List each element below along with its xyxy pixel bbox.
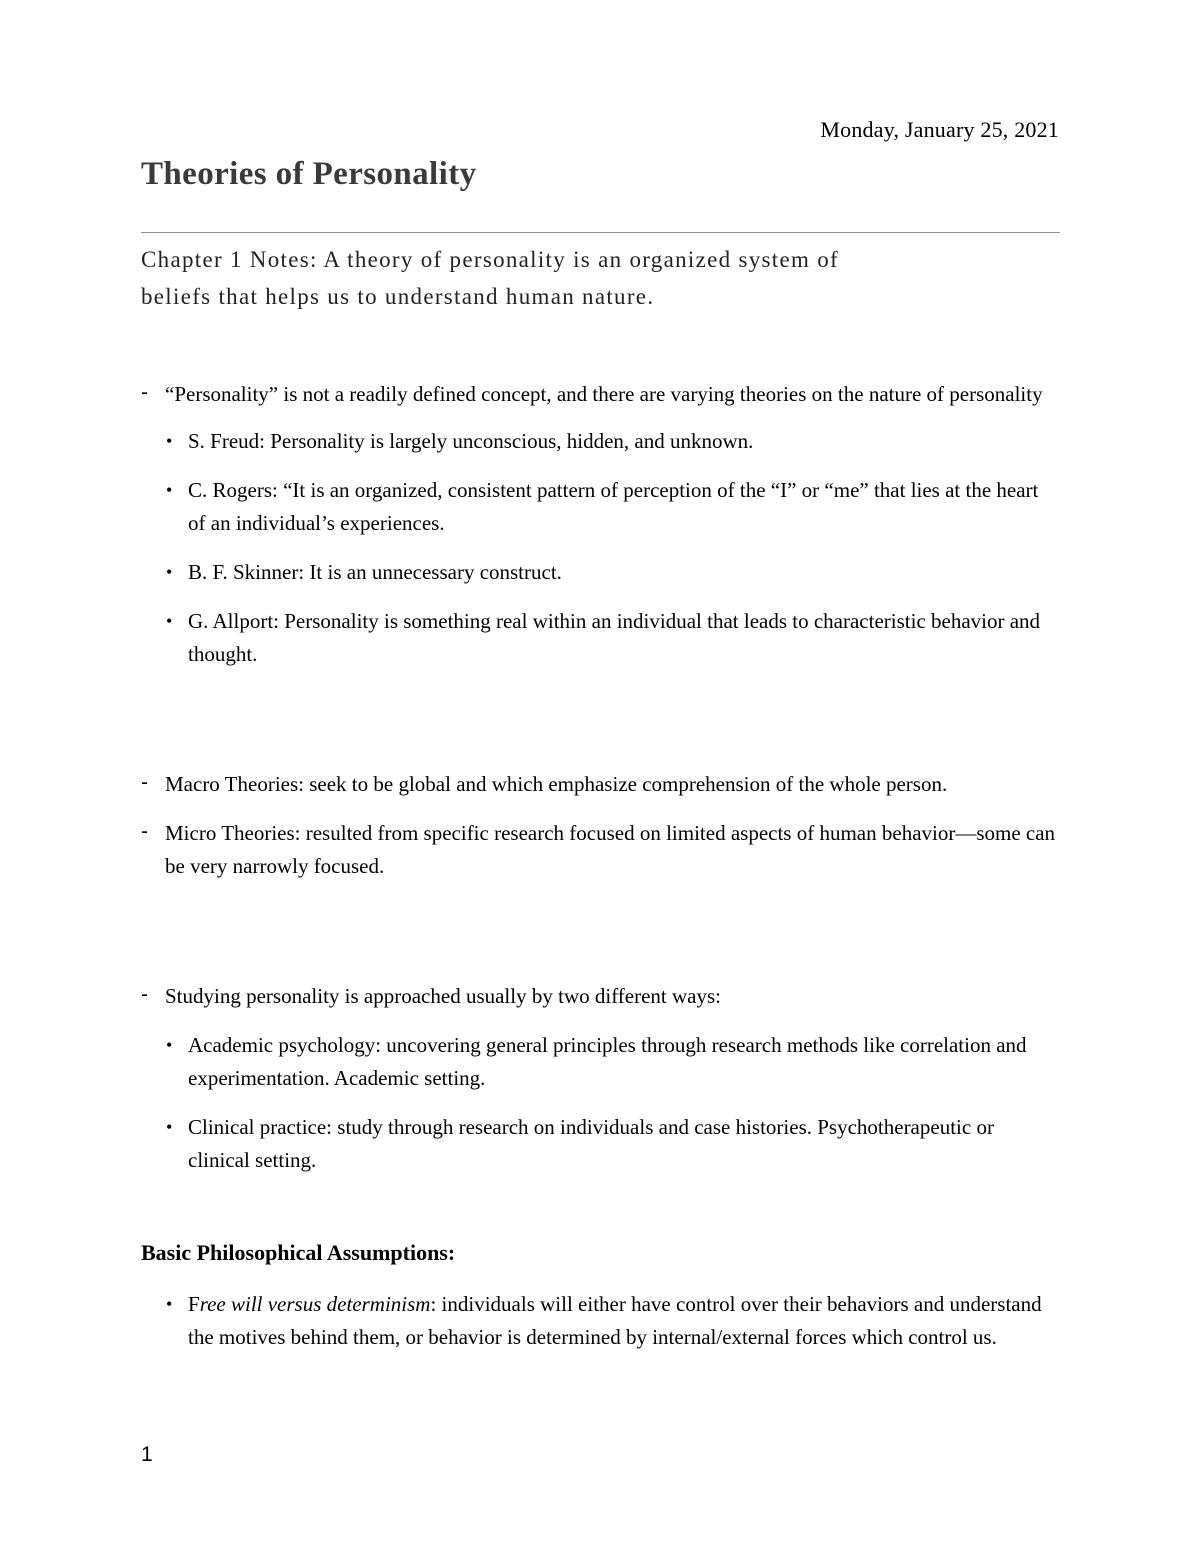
chapter-intro-line-2: beliefs that helps us to understand human nature. bbox=[141, 284, 655, 309]
dash-marker-icon: - bbox=[141, 771, 148, 794]
dash-marker-icon: - bbox=[141, 381, 148, 404]
list-item bbox=[141, 1288, 1060, 1354]
assumptions-section bbox=[141, 1288, 1060, 1354]
list-item-text: Micro Theories: resulted from specific research focused on limited aspects of human behavior—some can be very narrowly focused. bbox=[165, 821, 1056, 878]
list-item bbox=[141, 425, 1060, 458]
list-item-text: Academic psychology: uncovering general principles through research methods like correlation and experimentation. Academic setting. bbox=[188, 1033, 1027, 1090]
assumptions-heading: Basic Philosophical Assumptions: bbox=[141, 1240, 456, 1265]
list-item bbox=[141, 474, 1060, 540]
bullet-dot-icon: • bbox=[166, 1294, 173, 1314]
list-item-text: Macro Theories: seek to be global and which emphasize comprehension of the whole person. bbox=[165, 772, 948, 796]
list-item bbox=[141, 1111, 1060, 1177]
list-item-text: “Personality” is not a readily defined concept, and there are varying theories on the nature of personality bbox=[165, 382, 1043, 406]
list-item bbox=[141, 605, 1060, 671]
list-item bbox=[141, 980, 1060, 1013]
page-title: Theories of Personality bbox=[141, 156, 477, 192]
list-item-text: S. Freud: Personality is largely unconscious, hidden, and unknown. bbox=[188, 429, 754, 453]
macro-micro-section bbox=[141, 768, 1060, 883]
chapter-intro bbox=[141, 241, 1060, 315]
bullet-dot-icon: • bbox=[166, 562, 173, 582]
bullet-dot-icon: • bbox=[166, 480, 173, 500]
bullet-dot-icon: • bbox=[166, 431, 173, 451]
dash-marker-icon: - bbox=[141, 820, 148, 843]
study-approaches-section bbox=[141, 980, 1060, 1177]
dash-marker-icon: - bbox=[141, 983, 148, 1006]
personality-definition-section bbox=[141, 378, 1060, 671]
document-date: Monday, January 25, 2021 bbox=[820, 117, 1059, 142]
page-number: 1 bbox=[141, 1443, 153, 1466]
list-item bbox=[141, 817, 1060, 883]
approach-list bbox=[141, 1029, 1060, 1177]
list-item bbox=[141, 1029, 1060, 1095]
list-item-text: Clinical practice: study through research on individuals and case histories. Psychotherapeutic or clinical setting. bbox=[188, 1115, 994, 1172]
assumptions-list bbox=[141, 1288, 1060, 1354]
assumption-term: ree will versus determinism bbox=[199, 1292, 431, 1316]
bullet-dot-icon: • bbox=[166, 1035, 173, 1055]
theorist-list bbox=[141, 425, 1060, 671]
bullet-dot-icon: • bbox=[166, 1117, 173, 1137]
bullet-dot-icon: • bbox=[166, 611, 173, 631]
assumption-text: : individuals will either have control over their behaviors and understand the motives behind them, or behavior is determined by internal/external forces which control us. bbox=[188, 1292, 1042, 1349]
list-item-text: C. Rogers: “It is an organized, consistent pattern of perception of the “I” or “me” that lies at the heart of an individual’s experiences. bbox=[188, 478, 1039, 535]
list-item bbox=[141, 768, 1060, 801]
list-item-text: B. F. Skinner: It is an unnecessary construct. bbox=[188, 560, 562, 584]
list-item-text: Studying personality is approached usually by two different ways: bbox=[165, 984, 722, 1008]
assumption-prefix: F bbox=[188, 1292, 200, 1316]
chapter-intro-line-1: Chapter 1 Notes: A theory of personality is an organized system of bbox=[141, 247, 839, 272]
list-item-text: G. Allport: Personality is something real within an individual that leads to characteristic behavior and thought. bbox=[188, 609, 1041, 666]
list-item bbox=[141, 556, 1060, 589]
title-divider bbox=[141, 232, 1060, 233]
list-item bbox=[141, 378, 1060, 411]
